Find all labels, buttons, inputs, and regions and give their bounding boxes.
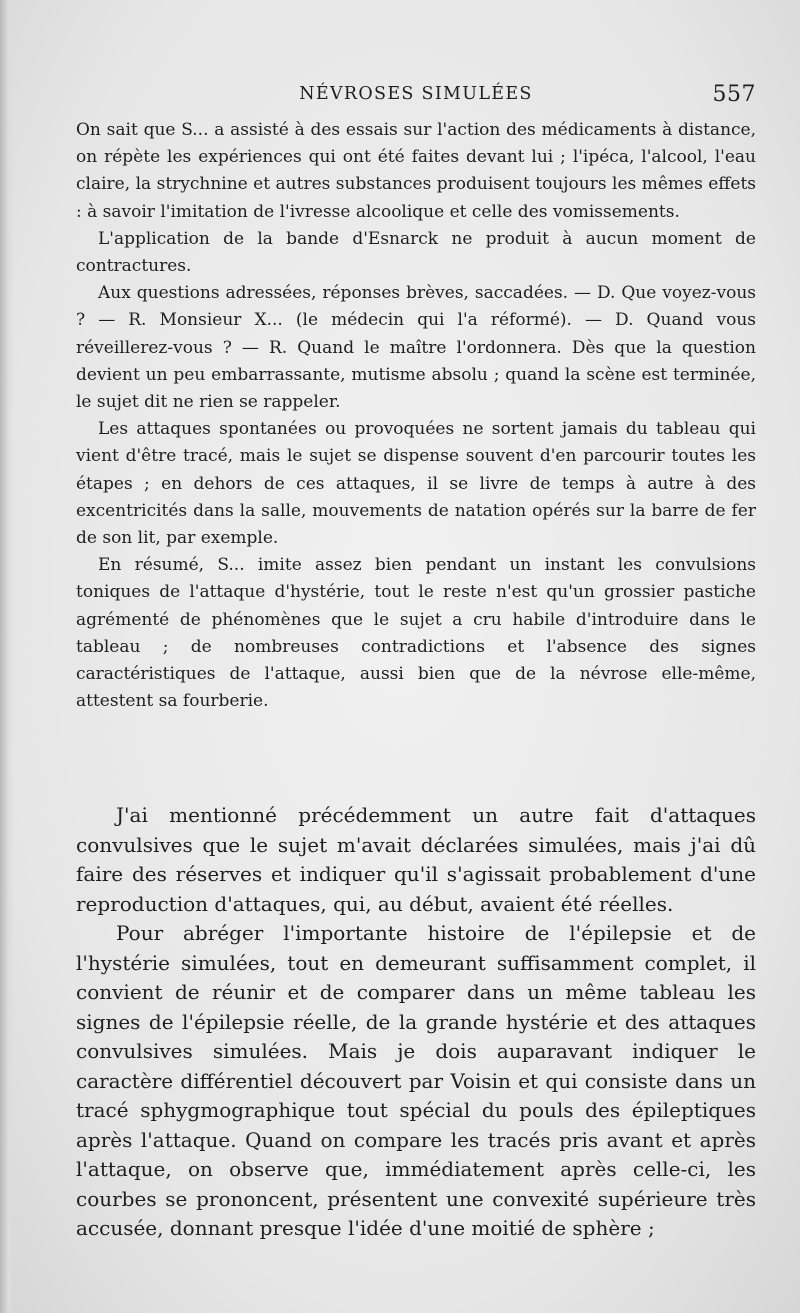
paragraph-summary: En résumé, S... imite assez bien pendant un instant les convulsions toniques de l'attaque d'hystérie, tout le reste n'est qu'un grossier pastiche agrémenté de phénomènes que le sujet a cru habile d'introduire dans le tableau ; de nombreuses contradictions et l'absence des signes caractéristiques de l'attaque, aussi bien que de la névrose elle-même, attestent sa fourberie.	[76, 555, 756, 712]
main-text	[76, 801, 756, 1244]
paragraph-medication-tests: On sait que S... a assisté à des essais sur l'action des médicaments à distance, on répète les expériences qui ont été faites devant lui ; l'ipéca, l'alcool, l'eau claire, la strychnine et autres substances produisent toujours les mêmes effets : à savoir l'imitation de l'ivresse alcoolique et celle des vomissements.	[76, 120, 756, 222]
paragraph-questions-answers: Aux questions adressées, réponses brèves, saccadées. — D. Que voyez-vous ? — R. Monsieur X... (le médecin qui l'a réformé). — D. Quand vous réveillerez-vous ? — R. Quand le maître l'ordonnera. Dès que la question devient un peu embarrassante, mutisme absolu ; quand la scène est terminée, le sujet dit ne rien se rappeler.	[76, 283, 756, 413]
paragraph-comparison: Pour abréger l'importante histoire de l'épilepsie et de l'hystérie simulées, tout en demeurant suffisamment complet, il convient de réunir et de comparer dans un même tableau les signes de l'épilepsie réelle, de la grande hystérie et des attaques convulsives simulées. Mais je dois auparavant indiquer le caractère différentiel découvert par Voisin et qui consiste dans un tracé sphygmographique tout spécial du pouls des épileptiques après l'attaque. Quand on compare les tracés pris avant et après l'attaque, on observe que, immédiatement après celle-ci, les courbes se prononcent, présentent une convexité supérieure très accusée, donnant presque l'idée d'une moitié de sphère ;	[76, 921, 756, 1240]
case-report-text	[76, 117, 756, 715]
running-title: NÉVROSES SIMULÉES	[299, 84, 533, 104]
running-head	[76, 82, 756, 110]
paragraph-esnarck-band: L'application de la bande d'Esnarck ne produit à aucun moment de contractures.	[76, 228, 756, 277]
paragraph-attacks: Les attaques spontanées ou provoquées ne sortent jamais du tableau qui vient d'être tracé, mais le sujet se dispense souvent d'en parcourir toutes les étapes ; en dehors de ces attaques, il se livre de temps à autre à des excentricités dans la salle, mouvements de natation opérés sur la barre de fer de son lit, par exemple.	[76, 419, 756, 549]
paragraph-previous-case: J'ai mentionné précédemment un autre fait d'attaques convulsives que le sujet m'avait déclarées simulées, mais j'ai dû faire des réserves et indiquer qu'il s'agissait probablement d'une reproduction d'attaques, qui, au début, avaient été réelles.	[76, 803, 756, 916]
page-number: 557	[712, 82, 756, 107]
